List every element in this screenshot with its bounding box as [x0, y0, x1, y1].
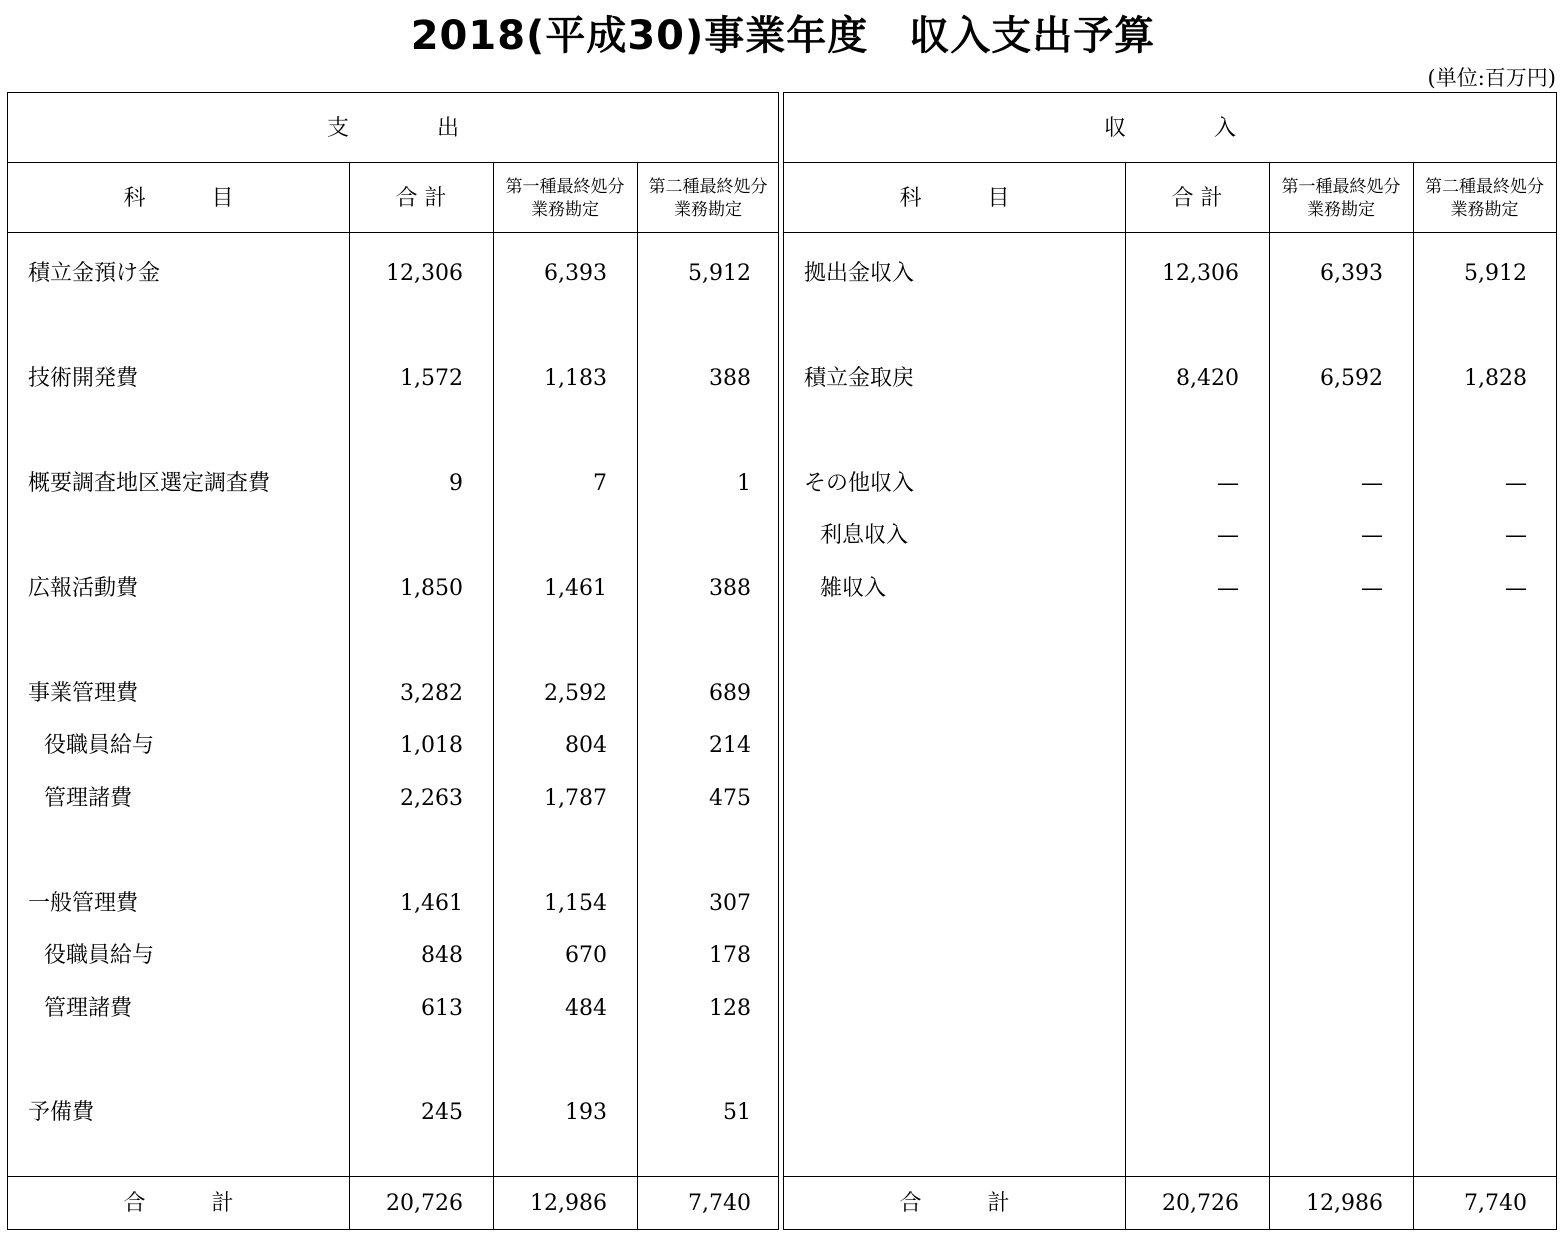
header-total: 合 計 [1171, 186, 1223, 211]
expenditure-table [7, 92, 779, 1230]
row-type2: 128 [709, 996, 751, 1021]
row-total: 1,850 [400, 576, 463, 601]
row-type1: 1,183 [544, 366, 607, 391]
header-type1-line1: 第一種最終処分 [505, 177, 625, 197]
row-total: 1,572 [400, 366, 463, 391]
row-label: 広報活動費 [28, 576, 139, 601]
divider [1269, 162, 1270, 1229]
header-type2-line2: 業務勘定 [674, 200, 742, 220]
row-type1: 2,592 [544, 681, 607, 706]
row-type1: — [1361, 523, 1383, 548]
row-type1: 804 [565, 733, 607, 758]
footer-type2: 7,740 [1464, 1191, 1527, 1216]
row-label: 役職員給与 [44, 733, 155, 758]
divider [1125, 162, 1126, 1229]
row-label: 積立金預け金 [28, 261, 161, 286]
row-total: 245 [421, 1100, 463, 1125]
header-type2 [1413, 176, 1556, 222]
row-type2: — [1505, 471, 1527, 496]
row-type1: 6,393 [544, 261, 607, 286]
row-type2: 214 [709, 733, 751, 758]
row-type2: 51 [723, 1100, 751, 1125]
divider [8, 1176, 778, 1177]
row-label: 管理諸費 [44, 786, 133, 811]
row-type2: — [1505, 523, 1527, 548]
row-total: 12,306 [1162, 261, 1239, 286]
row-label: 事業管理費 [28, 681, 139, 706]
footer-type1: 12,986 [530, 1191, 607, 1216]
header-type1-line2: 業務勘定 [531, 200, 599, 220]
divider [784, 162, 1556, 163]
row-label: 予備費 [28, 1100, 95, 1125]
row-type1: — [1361, 471, 1383, 496]
row-type1: 6,393 [1320, 261, 1383, 286]
row-type2: 5,912 [688, 261, 751, 286]
footer-type1: 12,986 [1306, 1191, 1383, 1216]
row-total: 12,306 [386, 261, 463, 286]
divider [8, 232, 778, 233]
row-label: 概要調査地区選定調査費 [28, 471, 271, 496]
header-type2-line2: 業務勘定 [1450, 200, 1519, 220]
unit-note: (単位:百万円) [1427, 66, 1556, 90]
row-label: その他収入 [804, 471, 915, 496]
row-type1: 484 [565, 996, 607, 1021]
row-total: 8,420 [1176, 366, 1239, 391]
row-type1: 7 [593, 471, 607, 496]
header-type1 [1269, 176, 1413, 222]
header-type2-line1: 第二種最終処分 [648, 177, 768, 197]
row-type1: 1,787 [544, 786, 607, 811]
row-label: 拠出金収入 [804, 261, 915, 286]
page-title: 2018(平成30)事業年度 収入支出予算 [410, 13, 1156, 59]
row-type1: — [1361, 576, 1383, 601]
footer-total: 20,726 [386, 1191, 463, 1216]
divider [784, 232, 1556, 233]
header-type2-line1: 第二種最終処分 [1425, 177, 1544, 197]
header-type1-line1: 第一種最終処分 [1281, 177, 1401, 197]
row-total: 2,263 [400, 786, 463, 811]
row-type1: 1,154 [544, 891, 607, 916]
row-type1: 193 [565, 1100, 607, 1125]
header-item: 科 目 [123, 186, 234, 211]
row-total: 1,018 [400, 733, 463, 758]
row-total: — [1217, 471, 1239, 496]
row-total: — [1217, 523, 1239, 548]
divider [1413, 162, 1414, 1229]
row-label: 役職員給与 [44, 943, 155, 968]
row-total: 848 [421, 943, 463, 968]
row-label: 管理諸費 [44, 996, 133, 1021]
row-type2: — [1505, 576, 1527, 601]
row-type1: 6,592 [1320, 366, 1383, 391]
header-item: 科 目 [899, 186, 1010, 211]
row-total: 3,282 [400, 681, 463, 706]
header-type1-line2: 業務勘定 [1307, 200, 1375, 220]
row-total: 613 [421, 996, 463, 1021]
row-type1: 670 [565, 943, 607, 968]
row-type2: 388 [709, 576, 751, 601]
row-total: 9 [449, 471, 463, 496]
row-type2: 5,912 [1464, 261, 1527, 286]
row-type2: 475 [709, 786, 751, 811]
row-total: 1,461 [400, 891, 463, 916]
revenue-table [783, 92, 1557, 1230]
row-label: 技術開発費 [28, 366, 139, 391]
row-label: 雑収入 [820, 576, 887, 601]
footer-total: 20,726 [1162, 1191, 1239, 1216]
row-type2: 1,828 [1464, 366, 1527, 391]
header-total: 合 計 [395, 186, 447, 211]
row-total: — [1217, 576, 1239, 601]
row-label: 積立金取戻 [804, 366, 915, 391]
divider [8, 162, 778, 163]
header-type2 [637, 176, 779, 222]
row-type2: 307 [709, 891, 751, 916]
header-type1 [493, 176, 637, 222]
row-type2: 689 [709, 681, 751, 706]
divider [784, 1176, 1556, 1177]
row-label: 利息収入 [820, 523, 909, 548]
section-title: 収 入 [1103, 116, 1236, 141]
footer-label: 合 計 [899, 1191, 1010, 1216]
section-title: 支 出 [326, 116, 459, 141]
row-type2: 388 [709, 366, 751, 391]
row-type2: 178 [709, 943, 751, 968]
footer-label: 合 計 [123, 1191, 234, 1216]
row-label: 一般管理費 [28, 891, 139, 916]
row-type2: 1 [737, 471, 751, 496]
footer-type2: 7,740 [688, 1191, 751, 1216]
row-type1: 1,461 [544, 576, 607, 601]
